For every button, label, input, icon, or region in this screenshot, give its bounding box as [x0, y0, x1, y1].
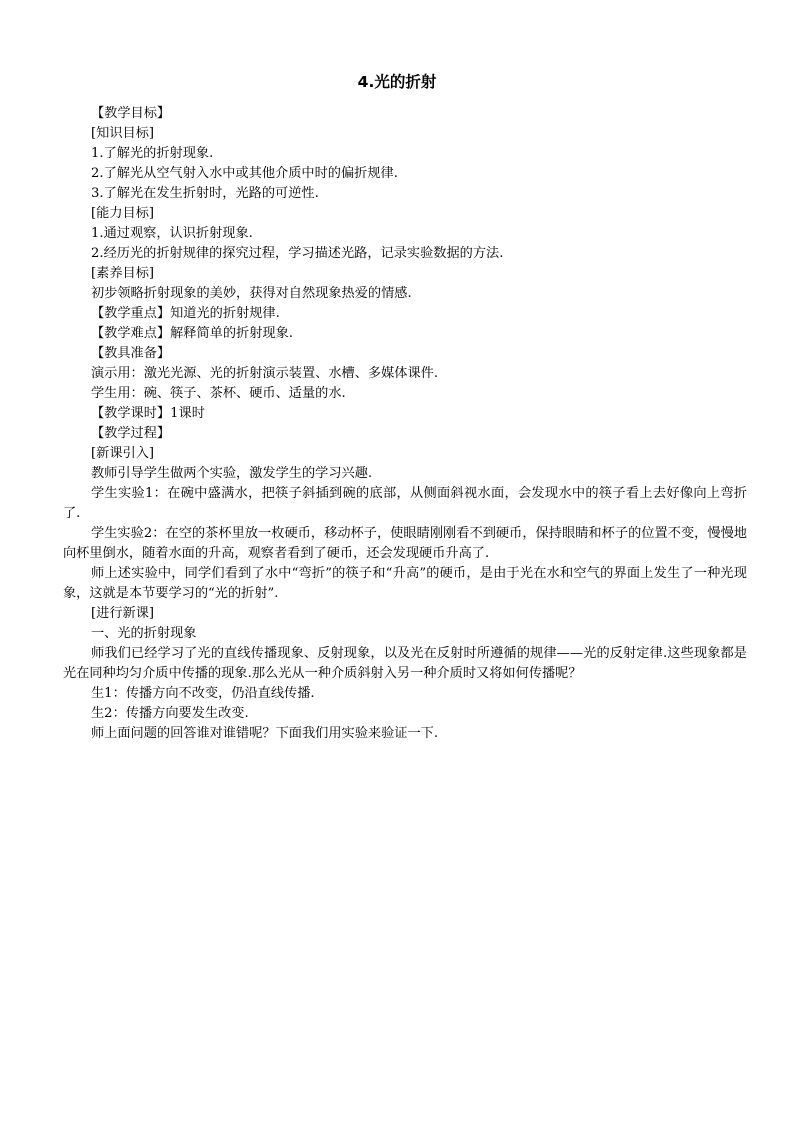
knowledge-item: 2.了解光从空气射入水中或其他介质中时的偏折规律. [91, 166, 398, 181]
difficult-point-text: 解释简单的折射现象. [170, 326, 294, 341]
materials-heading: 【教具准备】 [91, 346, 171, 361]
ability-item: 2.经历光的折射规律的探究过程，学习描述光路，记录实验数据的方法. [91, 246, 504, 261]
student-answer-2: 生2：传播方向要发生改变. [91, 706, 249, 721]
new-lesson-heading: [进行新课] [91, 606, 155, 621]
class-hours-line [91, 404, 747, 424]
section-one-heading: 一、光的折射现象 [91, 626, 197, 641]
difficult-point-line [91, 324, 747, 344]
intro-heading: [新课引入] [91, 446, 155, 461]
difficult-point-label: 【教学难点】 [91, 326, 171, 341]
key-point-text: 知道光的折射规律. [170, 306, 280, 321]
demo-materials: 演示用：激光光源、光的折射演示装置、水槽、多媒体课件. [91, 366, 439, 381]
ability-item: 1.通过观察，认识折射现象. [91, 226, 253, 241]
class-hours-label: 【教学课时】 [91, 406, 171, 421]
experiment-1-paragraph: 学生实验1：在碗中盛满水，把筷子斜插到碗的底部，从侧面斜视水面，会发现水中的筷子看上去好像向上弯折了. [63, 486, 747, 521]
page-title: 4.光的折射 [357, 73, 437, 91]
teacher-question-paragraph: 师我们已经学习了光的直线传播现象、反射现象，以及光在反射时所遵循的规律——光的反射定律.这些现象都是光在同种均匀介质中传播的现象.那么光从一种介质斜射入另一种介质时又将如何传播呢？ [63, 646, 747, 681]
knowledge-item: 1.了解光的折射现象. [91, 146, 214, 161]
document-body [63, 104, 747, 744]
literacy-goals-heading: [素养目标] [91, 266, 155, 281]
student-materials: 学生用：碗、筷子、茶杯、硬币、适量的水. [91, 386, 346, 401]
key-point-line [91, 304, 747, 324]
ability-goals-heading: [能力目标] [91, 206, 155, 221]
teaching-goals-heading: 【教学目标】 [91, 106, 171, 121]
literacy-text: 初步领略折射现象的美妙，获得对自然现象热爱的情感. [91, 286, 412, 301]
teacher-summary-paragraph: 师上述实验中，同学们看到了水中“弯折”的筷子和“升高”的硬币，是由于光在水和空气的界面上发生了一种光现象，这就是本节要学习的“光的折射”. [63, 566, 747, 601]
teacher-followup: 师上面问题的回答谁对谁错呢？下面我们用实验来验证一下. [91, 726, 439, 741]
key-point-label: 【教学重点】 [91, 306, 171, 321]
student-answer-1: 生1：传播方向不改变，仍沿直线传播. [91, 686, 315, 701]
knowledge-item: 3.了解光在发生折射时，光路的可逆性. [91, 186, 319, 201]
class-hours-text: 1课时 [170, 406, 205, 421]
intro-text: 教师引导学生做两个实验，激发学生的学习兴趣. [91, 466, 373, 481]
teaching-process-heading: 【教学过程】 [91, 426, 171, 441]
knowledge-goals-heading: [知识目标] [91, 126, 155, 141]
experiment-2-paragraph: 学生实验2：在空的茶杯里放一枚硬币，移动杯子，使眼睛刚刚看不到硬币，保持眼睛和杯子的位置不变，慢慢地向杯里倒水，随着水面的升高，观察者看到了硬币，还会发现硬币升高了. [63, 526, 747, 561]
